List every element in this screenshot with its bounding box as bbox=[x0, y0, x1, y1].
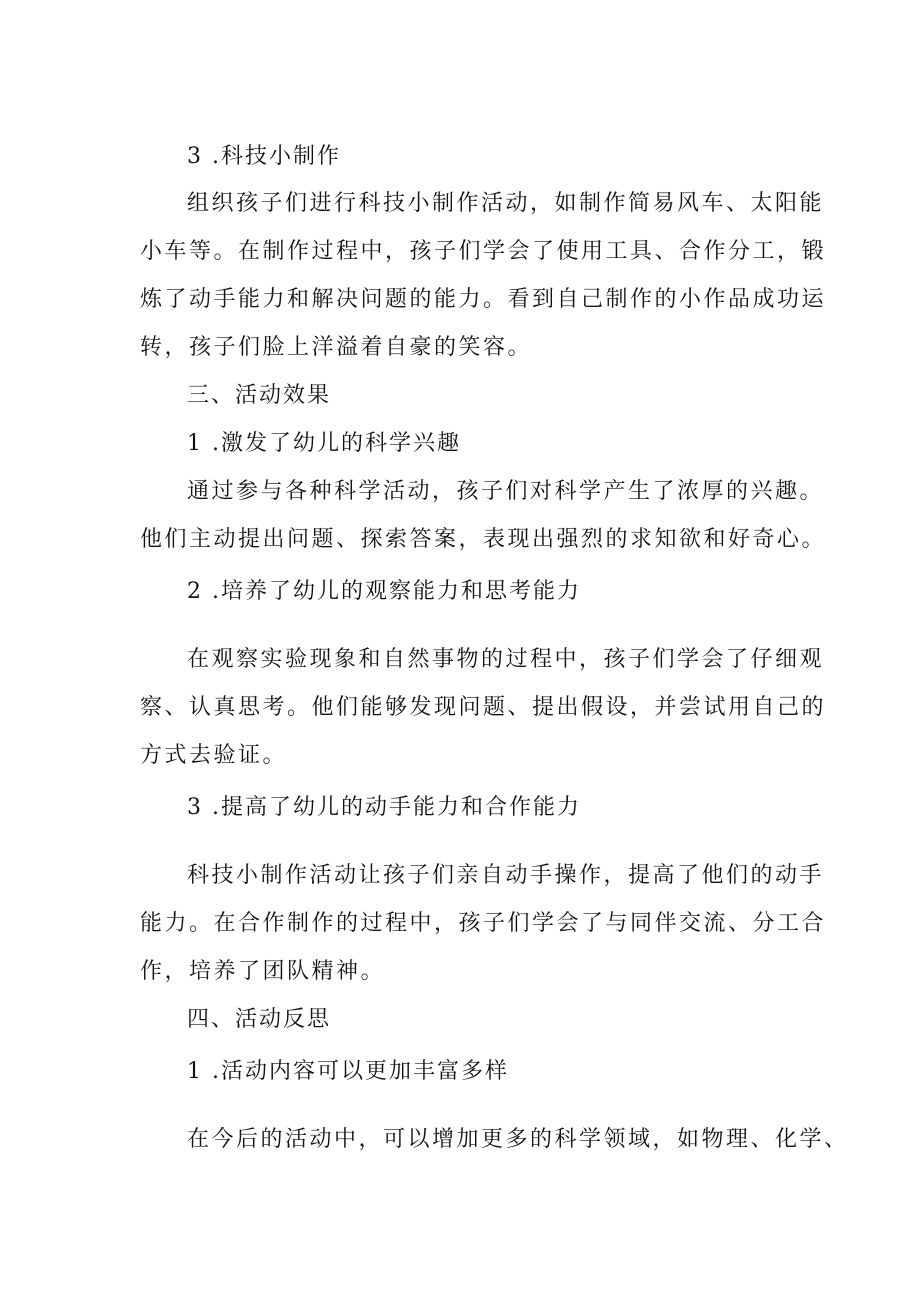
paragraph-line: 作，培养了团队精神。 bbox=[140, 959, 386, 984]
paragraph-line: 能力。在合作制作的过程中，孩子们学会了与同伴交流、分工合 bbox=[140, 911, 827, 936]
chapter-heading: 三、活动效果 bbox=[187, 383, 332, 408]
paragraph-line: 察、认真思考。他们能够发现问题、提出假设，并尝试用自己的 bbox=[140, 695, 827, 720]
section-heading: 3 .提高了幼儿的动手能力和合作能力 bbox=[187, 795, 581, 820]
paragraph-line: 方式去验证。 bbox=[140, 743, 288, 768]
section-heading: 1 .活动内容可以更加丰富多样 bbox=[187, 1059, 509, 1084]
section-heading: 2 .培养了幼儿的观察能力和思考能力 bbox=[187, 579, 581, 604]
paragraph-line: 炼了动手能力和解决问题的能力。看到自己制作的小作品成功运 bbox=[140, 287, 827, 312]
paragraph-line: 在观察实验现象和自然事物的过程中，孩子们学会了仔细观 bbox=[187, 647, 825, 672]
paragraph-line: 科技小制作活动让孩子们亲自动手操作，提高了他们的动手 bbox=[187, 863, 825, 888]
paragraph-line: 在今后的活动中，可以增加更多的科学领域，如物理、化学、 bbox=[187, 1127, 849, 1152]
section-heading: 1 .激发了幼儿的科学兴趣 bbox=[187, 431, 461, 456]
paragraph-line: 转，孩子们脸上洋溢着自豪的笑容。 bbox=[140, 335, 533, 360]
chapter-heading: 四、活动反思 bbox=[187, 1007, 332, 1032]
paragraph-line: 他们主动提出问题、探索答案，表现出强烈的求知欲和好奇心。 bbox=[140, 527, 827, 552]
section-heading: 3 .科技小制作 bbox=[187, 144, 341, 169]
paragraph-line: 小车等。在制作过程中，孩子们学会了使用工具、合作分工，锻 bbox=[140, 239, 827, 264]
paragraph-line: 通过参与各种科学活动，孩子们对科学产生了浓厚的兴趣。 bbox=[187, 479, 825, 504]
paragraph-line: 组织孩子们进行科技小制作活动，如制作简易风车、太阳能 bbox=[187, 191, 825, 216]
